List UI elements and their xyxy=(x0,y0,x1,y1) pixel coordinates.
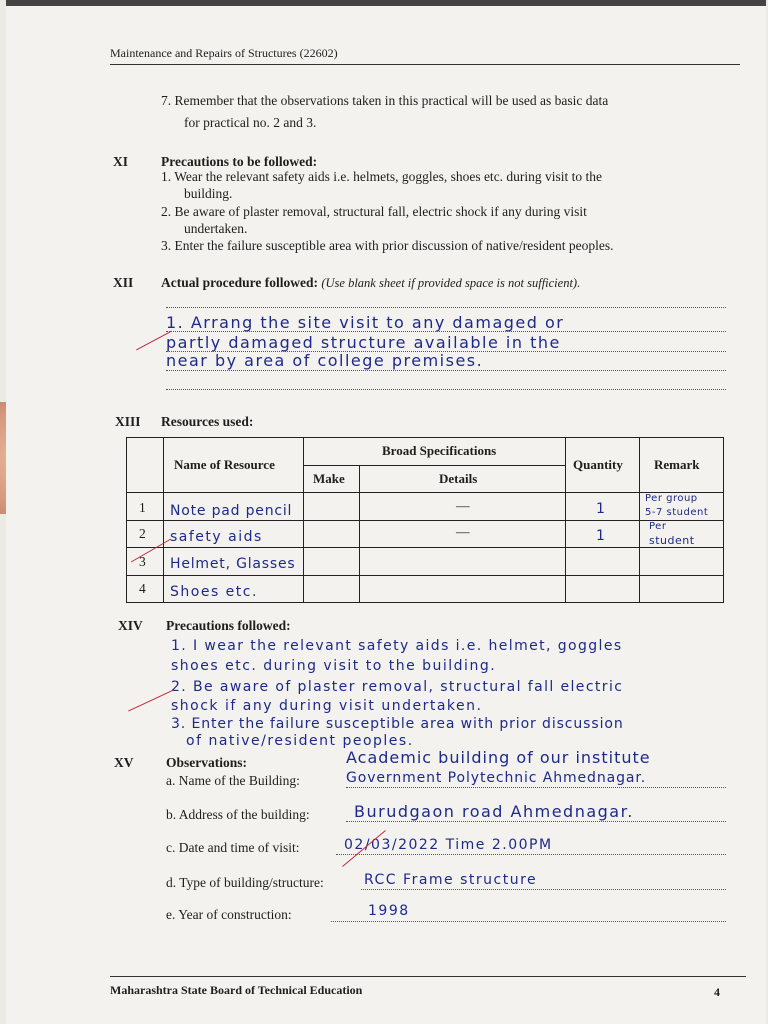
dotted-line xyxy=(336,854,726,855)
page-number: 4 xyxy=(714,985,720,999)
handwritten-procedure-line: 1. Arrang the site visit to any damaged or xyxy=(166,313,565,332)
resource-remark: Per xyxy=(649,521,667,532)
section11-item: 3. Enter the failure susceptible area with prior discussion of native/resident peoples. xyxy=(161,238,614,253)
resource-name: Note pad pencil xyxy=(170,503,293,519)
resource-name: Shoes etc. xyxy=(170,584,258,600)
col-header-quantity: Quantity xyxy=(573,457,623,472)
col-header-remark: Remark xyxy=(654,457,700,472)
row-number: 1 xyxy=(139,500,146,515)
resources-table xyxy=(126,437,724,603)
dotted-line xyxy=(166,307,726,308)
handwritten-observation-heading: Academic building of our institute xyxy=(346,748,651,767)
observation-label: d. Type of building/structure: xyxy=(166,875,324,890)
observation-value: Burudgaon road Ahmednagar. xyxy=(354,802,634,821)
resource-name: Helmet, Glasses xyxy=(170,556,296,572)
section13-num: XIII xyxy=(115,414,141,429)
section14-title: Precautions followed: xyxy=(166,618,291,633)
observation-label: a. Name of the Building: xyxy=(166,773,300,788)
section11-item: building. xyxy=(184,186,233,201)
section15-num: XV xyxy=(114,755,134,770)
section12-title: Actual procedure followed: (Use blank sheet if provided space is not sufficient). xyxy=(161,275,581,290)
col-header-broad: Broad Specifications xyxy=(382,443,497,458)
handwritten-precaution-line: shoes etc. during visit to the building. xyxy=(171,658,497,674)
resource-details: — xyxy=(456,524,470,539)
observation-value: Government Polytechnic Ahmednagar. xyxy=(346,770,647,786)
handwritten-procedure-line: partly damaged structure available in the xyxy=(166,333,561,352)
dotted-line xyxy=(361,889,726,890)
handwritten-precaution-line: shock if any during visit undertaken. xyxy=(171,698,483,714)
row-number: 3 xyxy=(139,554,146,569)
col-header-details: Details xyxy=(439,471,478,486)
observation-label: c. Date and time of visit: xyxy=(166,840,300,855)
observation-label: b. Address of the building: xyxy=(166,807,310,822)
dotted-line xyxy=(346,787,726,788)
resource-quantity: 1 xyxy=(596,528,607,544)
observation-value: RCC Frame structure xyxy=(364,872,538,888)
resource-remark: Per group xyxy=(645,493,698,504)
dotted-line xyxy=(166,331,726,332)
dotted-line xyxy=(331,921,726,922)
resource-details: — xyxy=(456,498,470,513)
handwritten-precaution-line: of native/resident peoples. xyxy=(186,733,414,749)
resource-name: safety aids xyxy=(170,529,263,545)
handwritten-precaution-line: 3. Enter the failure susceptible area with prior discussion xyxy=(171,716,624,732)
dotted-line xyxy=(346,821,726,822)
col-header-name: Name of Resource xyxy=(174,457,275,472)
section12-num: XII xyxy=(113,275,134,290)
dotted-line xyxy=(166,389,726,390)
item7-line1: 7. Remember that the observations taken in this practical will be used as basic data xyxy=(161,93,609,108)
resource-quantity: 1 xyxy=(596,501,607,517)
red-check-mark xyxy=(128,689,174,711)
handwritten-precaution-line: 2. Be aware of plaster removal, structural fall electric xyxy=(171,679,624,695)
page-header: Maintenance and Repairs of Structures (22602) xyxy=(110,46,740,65)
section15-title: Observations: xyxy=(166,755,247,770)
section11-item: 1. Wear the relevant safety aids i.e. helmets, goggles, shoes etc. during visit to the xyxy=(161,169,603,184)
resource-remark: 5-7 student xyxy=(645,507,709,518)
section11-title: Precautions to be followed: xyxy=(161,154,318,169)
observation-value: 02/03/2022 Time 2.00PM xyxy=(344,837,553,853)
observation-value: 1998 xyxy=(368,903,410,919)
item7-line2: for practical no. 2 and 3. xyxy=(184,115,317,130)
row-number: 4 xyxy=(139,581,146,596)
section11-item: undertaken. xyxy=(184,221,248,236)
resource-remark: student xyxy=(649,534,695,547)
footer-board-name: Maharashtra State Board of Technical Education xyxy=(110,983,363,997)
row-number: 2 xyxy=(139,526,146,541)
section11-item: 2. Be aware of plaster removal, structural fall, electric shock if any during visit xyxy=(161,204,587,219)
handwritten-procedure-line: near by area of college premises. xyxy=(166,351,484,370)
section14-num: XIV xyxy=(118,618,143,633)
section13-title: Resources used: xyxy=(161,414,254,429)
footer-rule xyxy=(110,976,746,977)
dotted-line xyxy=(166,370,726,371)
col-header-make: Make xyxy=(313,471,345,486)
section11-num: XI xyxy=(113,154,129,169)
top-edge-rule xyxy=(6,0,766,6)
document-page xyxy=(6,0,766,1024)
section12-note: (Use blank sheet if provided space is not sufficient). xyxy=(321,276,581,290)
handwritten-precaution-line: 1. I wear the relevant safety aids i.e. helmet, goggles xyxy=(171,638,623,654)
observation-label: e. Year of construction: xyxy=(166,907,292,922)
